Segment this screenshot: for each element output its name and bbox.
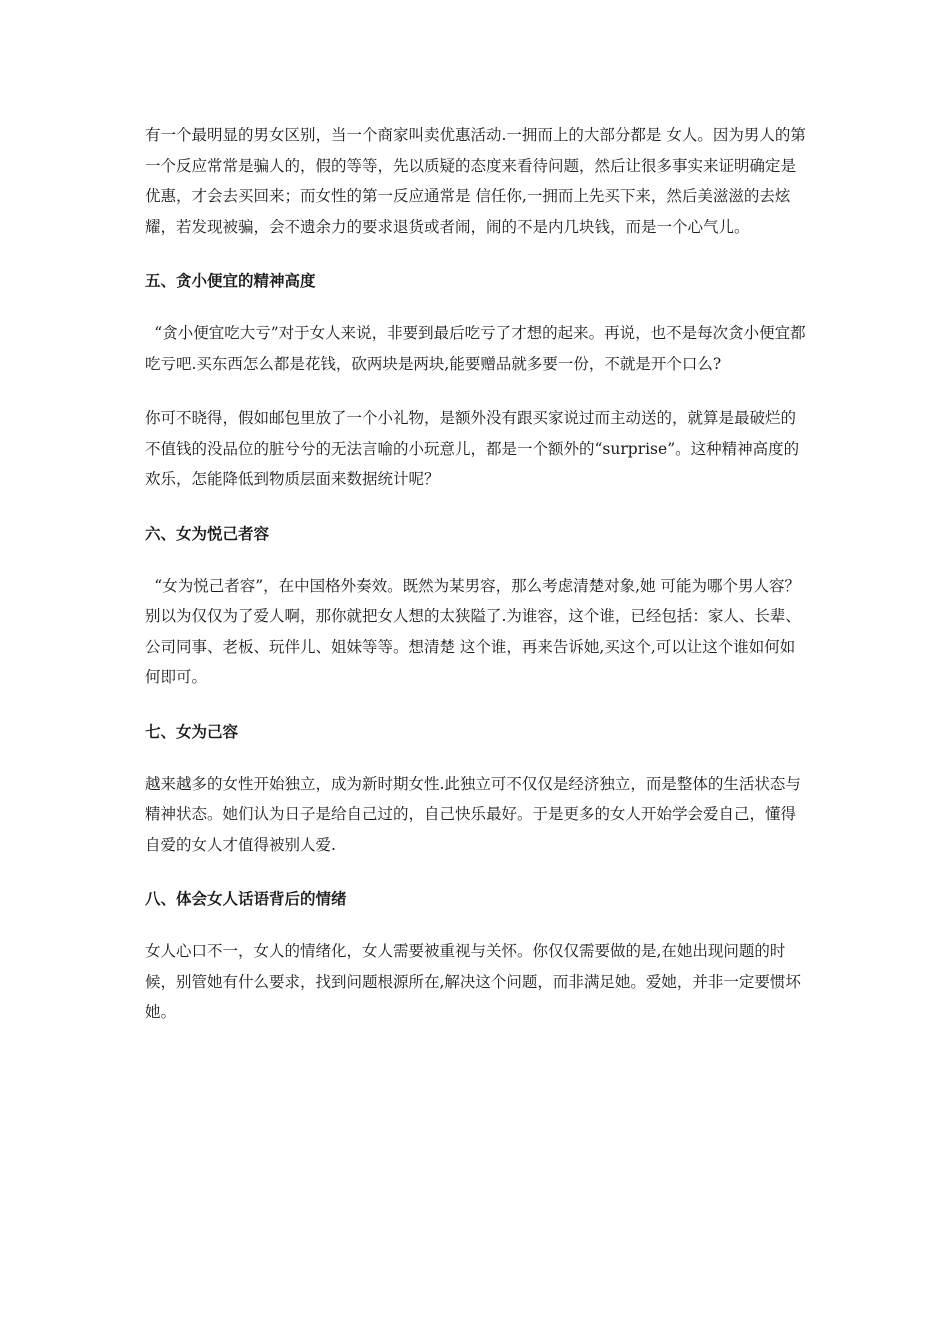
paragraph: 有一个最明显的男女区别，当一个商家叫卖优惠活动.一拥而上的大部分都是 女人。因为男人的第一个反应常常是骗人的，假的等等，先以质疑的态度来看待问题，然后让很多事实来证明确定是优惠，才会去买回来；而女性的第一反应通常是 信任你,一拥而上先买下来，然后美滋滋的去炫耀，若发现被骗，会不遗余力的要求退货或者闹，闹的不是内几块钱，而是一个心气儿。 xyxy=(145,126,806,236)
section-heading: 五、贪小便宜的精神高度 xyxy=(145,272,316,290)
paragraph: “女为悦己者容”，在中国格外奏效。既然为某男容，那么考虑清楚对象,她 可能为哪个男人容？别以为仅仅为了爱人啊，那你就把女人想的太狭隘了.为谁容，这个谁，已经包括：家人、长辈、公司同事、老板、玩伴儿、姐妹等等。想清楚 这个谁，再来告诉她,买这个,可以让这个谁如何如何即可。 xyxy=(145,576,801,686)
paragraph: 越来越多的女性开始独立，成为新时期女性.此独立可不仅仅是经济独立，而是整体的生活状态与精神状态。她们认为日子是给自己过的，自己快乐最好。于是更多的女人开始学会爱自己，懂得自爱的女人才值得被别人爱. xyxy=(145,774,801,854)
section-heading: 六、女为悦己者容 xyxy=(145,524,270,543)
section-heading: 八、体会女人话语背后的情绪 xyxy=(145,890,347,908)
section-heading: 七、女为己容 xyxy=(145,722,239,741)
paragraph: 你可不晓得，假如邮包里放了一个小礼物，是额外没有跟买家说过而主动送的，就算是最破烂的不值钱的没品位的脏兮兮的无法言喻的小玩意儿，都是一个额外的“surprise”。这种精神高度的欢乐，怎能降低到物质层面来数据统计呢？ xyxy=(145,409,800,488)
paragraph: 女人心口不一，女人的情绪化，女人需要被重视与关怀。你仅仅需要做的是,在她出现问题的时候，别管她有什么要求，找到问题根源所在,解决这个问题，而非满足她。爱她，并非一定要惯坏她。 xyxy=(145,942,801,1021)
document-page xyxy=(145,120,810,1052)
paragraph: “贪小便宜吃大亏”对于女人来说，非要到最后吃亏了才想的起来。再说，也不是每次贪小便宜都吃亏吧.买东西怎么都是花钱，砍两块是两块,能要赠品就多要一份，不就是开个口么? xyxy=(145,324,806,373)
